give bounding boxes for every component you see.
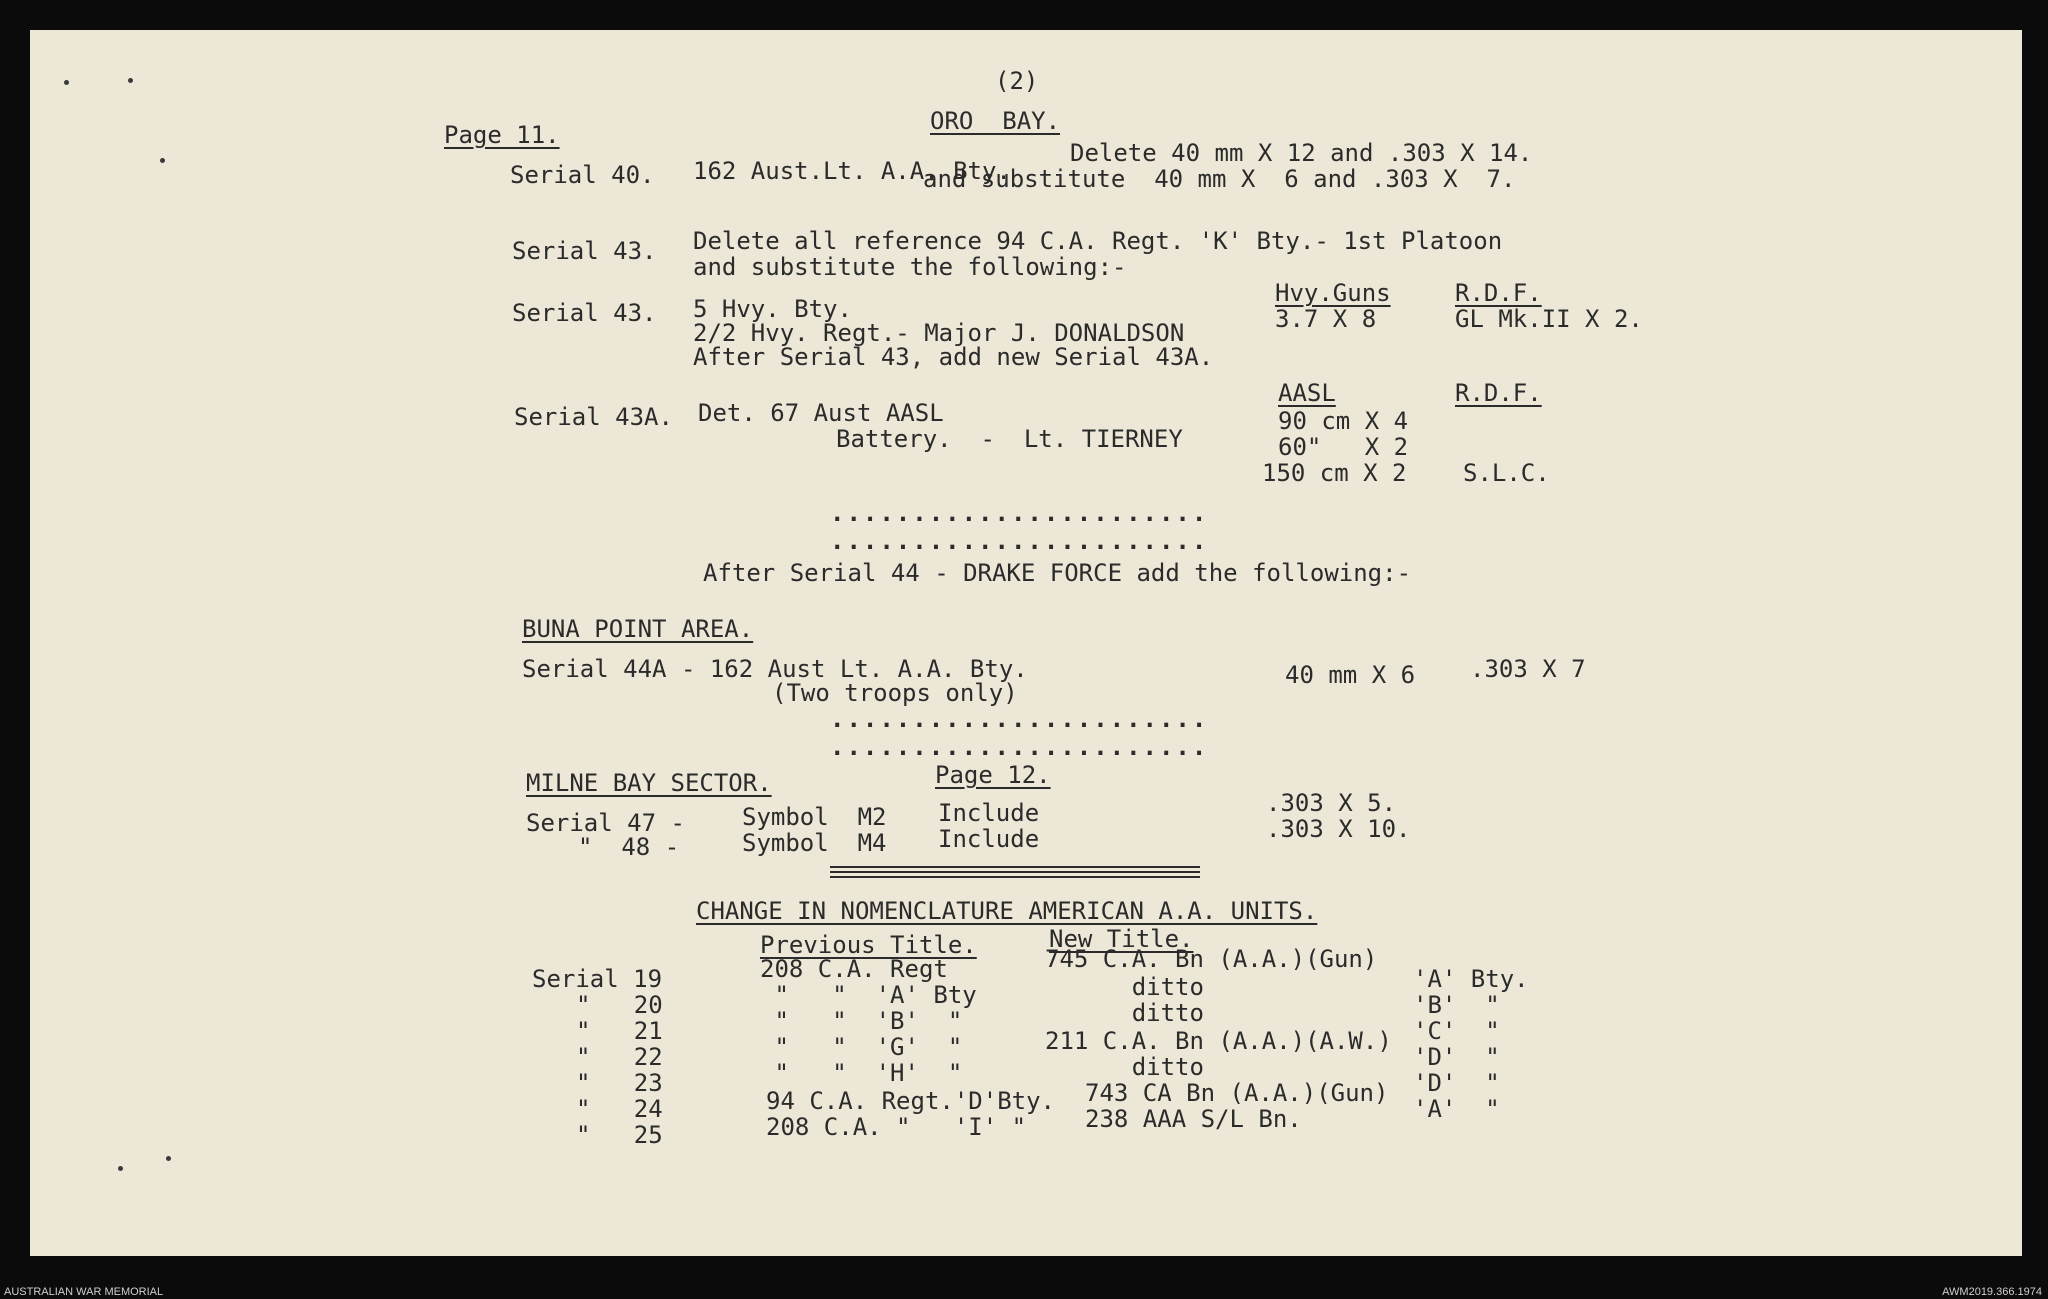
nomenclature-serial: " 24	[576, 1095, 663, 1123]
aasl-value-3: 150 cm X 2	[1262, 459, 1407, 487]
serial-40-delete: Delete 40 mm X 12 and .303 X 14.	[1070, 139, 1533, 167]
rdf-header-43a: R.D.F.	[1455, 379, 1542, 407]
serial-43-second-label: Serial 43.	[512, 299, 657, 327]
aasl-value-2: 60" X 2	[1278, 433, 1409, 461]
milne-row-serial: " 48 -	[578, 833, 680, 861]
page-12-label: Page 12.	[935, 761, 1051, 789]
nomenclature-bty: 'C' "	[1413, 1017, 1500, 1045]
footer-credit-right: AWM2019.366.1974	[1942, 1286, 2042, 1298]
rdf-header: R.D.F.	[1455, 279, 1542, 307]
double-rule	[830, 876, 1200, 878]
serial-43a-line-1: Det. 67 Aust AASL	[698, 399, 944, 427]
milne-row-serial: Serial 47 -	[526, 809, 685, 837]
slc-value: S.L.C.	[1463, 459, 1550, 487]
nomenclature-serial: Serial 19	[532, 965, 663, 993]
milne-row-symbol: Symbol M2	[742, 803, 887, 831]
nomenclature-previous: 208 C.A. " 'I' "	[766, 1113, 1027, 1141]
nomenclature-previous: " " 'B' "	[760, 1007, 963, 1035]
footer-credit-left: AUSTRALIAN WAR MEMORIAL	[4, 1286, 164, 1298]
milne-row-action: Include	[938, 799, 1040, 827]
nomenclature-heading: CHANGE IN NOMENCLATURE AMERICAN A.A. UNITS.	[696, 897, 1318, 925]
buna-point-heading: BUNA POINT AREA.	[522, 615, 754, 643]
nomenclature-new: ditto	[1045, 999, 1204, 1027]
separator-dots: .......................	[830, 705, 1209, 733]
nomenclature-serial: " 21	[576, 1017, 663, 1045]
buna-serial-44a-line-2: (Two troops only)	[772, 679, 1018, 707]
serial-43-second-line-2: 2/2 Hvy. Regt.- Major J. DONALDSON	[693, 319, 1185, 347]
aasl-value-1: 90 cm X 4	[1278, 407, 1409, 435]
nomenclature-serial: " 20	[576, 991, 663, 1019]
nomenclature-bty: 'A' Bty.	[1413, 965, 1529, 993]
milne-row-action: Include	[938, 825, 1040, 853]
milne-row-qty: .303 X 5.	[1266, 789, 1397, 817]
buna-value-303: .303 X 7	[1470, 655, 1586, 683]
separator-dots: .......................	[830, 527, 1209, 555]
page-number: (2)	[995, 67, 1039, 95]
nomenclature-previous: " " 'A' Bty	[760, 981, 977, 1009]
buna-value-40mm: 40 mm X 6	[1285, 661, 1416, 689]
paper-mark	[160, 158, 165, 163]
serial-43-line-1: Delete all reference 94 C.A. Regt. 'K' Bty.- 1st Platoon	[693, 227, 1503, 255]
hvy-guns-header: Hvy.Guns	[1275, 279, 1391, 307]
double-rule	[830, 871, 1200, 873]
serial-40-unit: 162 Aust.Lt. A.A. Bty.	[693, 157, 1011, 185]
paper-mark	[118, 1166, 123, 1171]
paper-mark	[128, 78, 133, 83]
nomenclature-bty: 'B' "	[1413, 991, 1500, 1019]
serial-43a-label: Serial 43A.	[514, 403, 673, 431]
nomenclature-new: ditto	[1045, 1053, 1204, 1081]
oro-bay-heading: ORO BAY.	[930, 107, 1061, 135]
milne-row-qty: .303 X 10.	[1266, 815, 1411, 843]
nomenclature-previous: 94 C.A. Regt.'D'Bty.	[766, 1087, 1055, 1115]
serial-43a-line-2: Battery. - Lt. TIERNEY	[836, 425, 1183, 453]
serial-40-label: Serial 40.	[510, 161, 655, 189]
after-serial-44-text: After Serial 44 - DRAKE FORCE add the following:-	[703, 559, 1412, 587]
separator-dots: .......................	[830, 733, 1209, 761]
nomenclature-new: 745 C.A. Bn (A.A.)(Gun)	[1045, 945, 1378, 973]
nomenclature-bty: 'A' "	[1413, 1095, 1500, 1123]
nomenclature-new: ditto	[1045, 973, 1204, 1001]
aasl-header: AASL	[1278, 379, 1336, 407]
new-title-header: New Title.	[1049, 925, 1194, 953]
nomenclature-serial: " 22	[576, 1043, 663, 1071]
serial-40-substitute: and substitute 40 mm X 6 and .303 X 7.	[923, 165, 1516, 193]
nomenclature-previous: " " 'H' "	[760, 1059, 963, 1087]
document-page	[30, 30, 2022, 1256]
milne-row-symbol: Symbol M4	[742, 829, 887, 857]
nomenclature-previous: " " 'G' "	[760, 1033, 963, 1061]
previous-title-header: Previous Title.	[760, 931, 977, 959]
nomenclature-serial: " 25	[576, 1121, 663, 1149]
nomenclature-new: 238 AAA S/L Bn.	[1085, 1105, 1302, 1133]
nomenclature-previous: 208 C.A. Regt	[760, 955, 948, 983]
serial-43-second-line-3: After Serial 43, add new Serial 43A.	[693, 343, 1214, 371]
nomenclature-new: 211 C.A. Bn (A.A.)(A.W.)	[1045, 1027, 1392, 1055]
serial-43-line-2: and substitute the following:-	[693, 253, 1127, 281]
paper-mark	[166, 1156, 171, 1161]
page-11-label: Page 11.	[444, 121, 560, 149]
serial-43-label: Serial 43.	[512, 237, 657, 265]
serial-43-second-line-1: 5 Hvy. Bty.	[693, 295, 852, 323]
hvy-guns-value: 3.7 X 8	[1275, 305, 1377, 333]
nomenclature-bty: 'D' "	[1413, 1069, 1500, 1097]
buna-serial-44a-line-1: Serial 44A - 162 Aust Lt. A.A. Bty.	[522, 655, 1028, 683]
separator-dots: .......................	[830, 499, 1209, 527]
milne-bay-heading: MILNE BAY SECTOR.	[526, 769, 772, 797]
paper-mark	[64, 80, 69, 85]
double-rule	[830, 866, 1200, 868]
nomenclature-new: 743 CA Bn (A.A.)(Gun)	[1085, 1079, 1389, 1107]
rdf-value: GL Mk.II X 2.	[1455, 305, 1643, 333]
nomenclature-bty: 'D' "	[1413, 1043, 1500, 1071]
nomenclature-serial: " 23	[576, 1069, 663, 1097]
